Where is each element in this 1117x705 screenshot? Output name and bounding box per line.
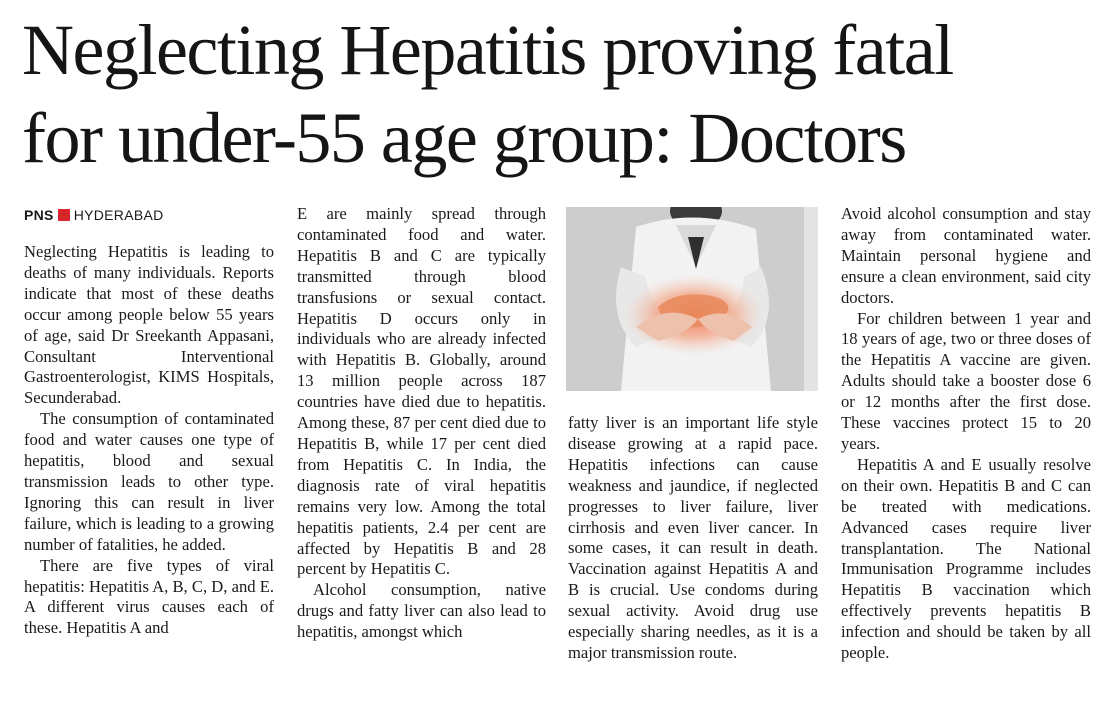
paragraph: Alcohol consumption, native drugs and fatty liver can also lead to hepatitis, amongst which (297, 580, 546, 642)
paragraph: The consumption of contaminated food and water causes one type of hepatitis, blood and sexual transmission leads to other type. Ignoring this can result in liver failure, which is leading to a growing number of fatalities, he added. (24, 409, 274, 554)
headline-line-2: for under-55 age group: Doctors (22, 98, 906, 178)
paragraph: E are mainly spread through contaminated food and water. Hepatitis B and C are typically transmitted through blood transfusions or sexual contact. Hepatitis D occurs only in individuals who are already infected with Hepatitis B. Globally, around 13 million people across 187 countries have died due to hepatitis. Among these, 87 per cent died due to Hepatitis B, while 17 per cent died from Hepatitis C. In India, the diagnosis rate of viral hepatitis remains very low. Among the total hepatitis patients, 2.4 per cent are affected by Hepatitis B and 28 percent by Hepatitis C. (297, 204, 546, 579)
article-column-3 (568, 413, 818, 664)
article-column-1 (24, 206, 274, 639)
paragraph: For children between 1 year and 18 years of age, two or three doses of the Hepatitis A vaccine are given. Adults should take a booster dose 6 or 12 months after the first dose. These vaccines protect 15 to 20 years. (841, 308, 1091, 453)
paragraph: Hepatitis A and E usually resolve on their own. Hepatitis B and C can be treated with medications. Advanced cases require liver transplantation. The National Immunisation Programme includes Hepatitis B vaccination which effectively prevents hepatitis B infection and should be taken by all people. (841, 454, 1091, 663)
article-column-2 (297, 204, 546, 643)
byline-source: PNS (24, 207, 54, 223)
byline (24, 206, 274, 224)
article-photo (566, 207, 818, 391)
headline-line-1: Neglecting Hepatitis proving fatal (22, 10, 953, 90)
byline-location: HYDERABAD (73, 207, 164, 223)
paragraph: Neglecting Hepatitis is leading to deaths of many individuals. Reports indicate that most of these deaths occur among people below 55 years of age, said Dr Sreekanth Appasani, Consultant Interventional Gastroenterologist, KIMS Hospitals, Secunderabad. (24, 242, 274, 408)
article-column-4 (841, 204, 1091, 664)
liver-pain-illustration-icon (566, 207, 818, 391)
paragraph: There are five types of viral hepatitis: Hepatitis A, B, C, D, and E. A different virus causes each of these. Hepatitis A and (24, 555, 274, 638)
paragraph: Avoid alcohol consumption and stay away from contaminated water. Maintain personal hygiene and ensure a clean environment, said city doctors. (841, 204, 1091, 307)
headline (22, 6, 1102, 182)
red-square-icon (58, 209, 70, 221)
paragraph: fatty liver is an important life style disease growing at a rapid pace. Hepatitis infections can cause weakness and jaundice, if neglected progresses to liver failure, liver cirrhosis and even liver cancer. In some cases, it can result in death. Vaccination against Hepatitis A and B is crucial. Use condoms during sexual activity. Avoid drug use especially sharing needles, as it is a major transmission route. (568, 413, 818, 662)
